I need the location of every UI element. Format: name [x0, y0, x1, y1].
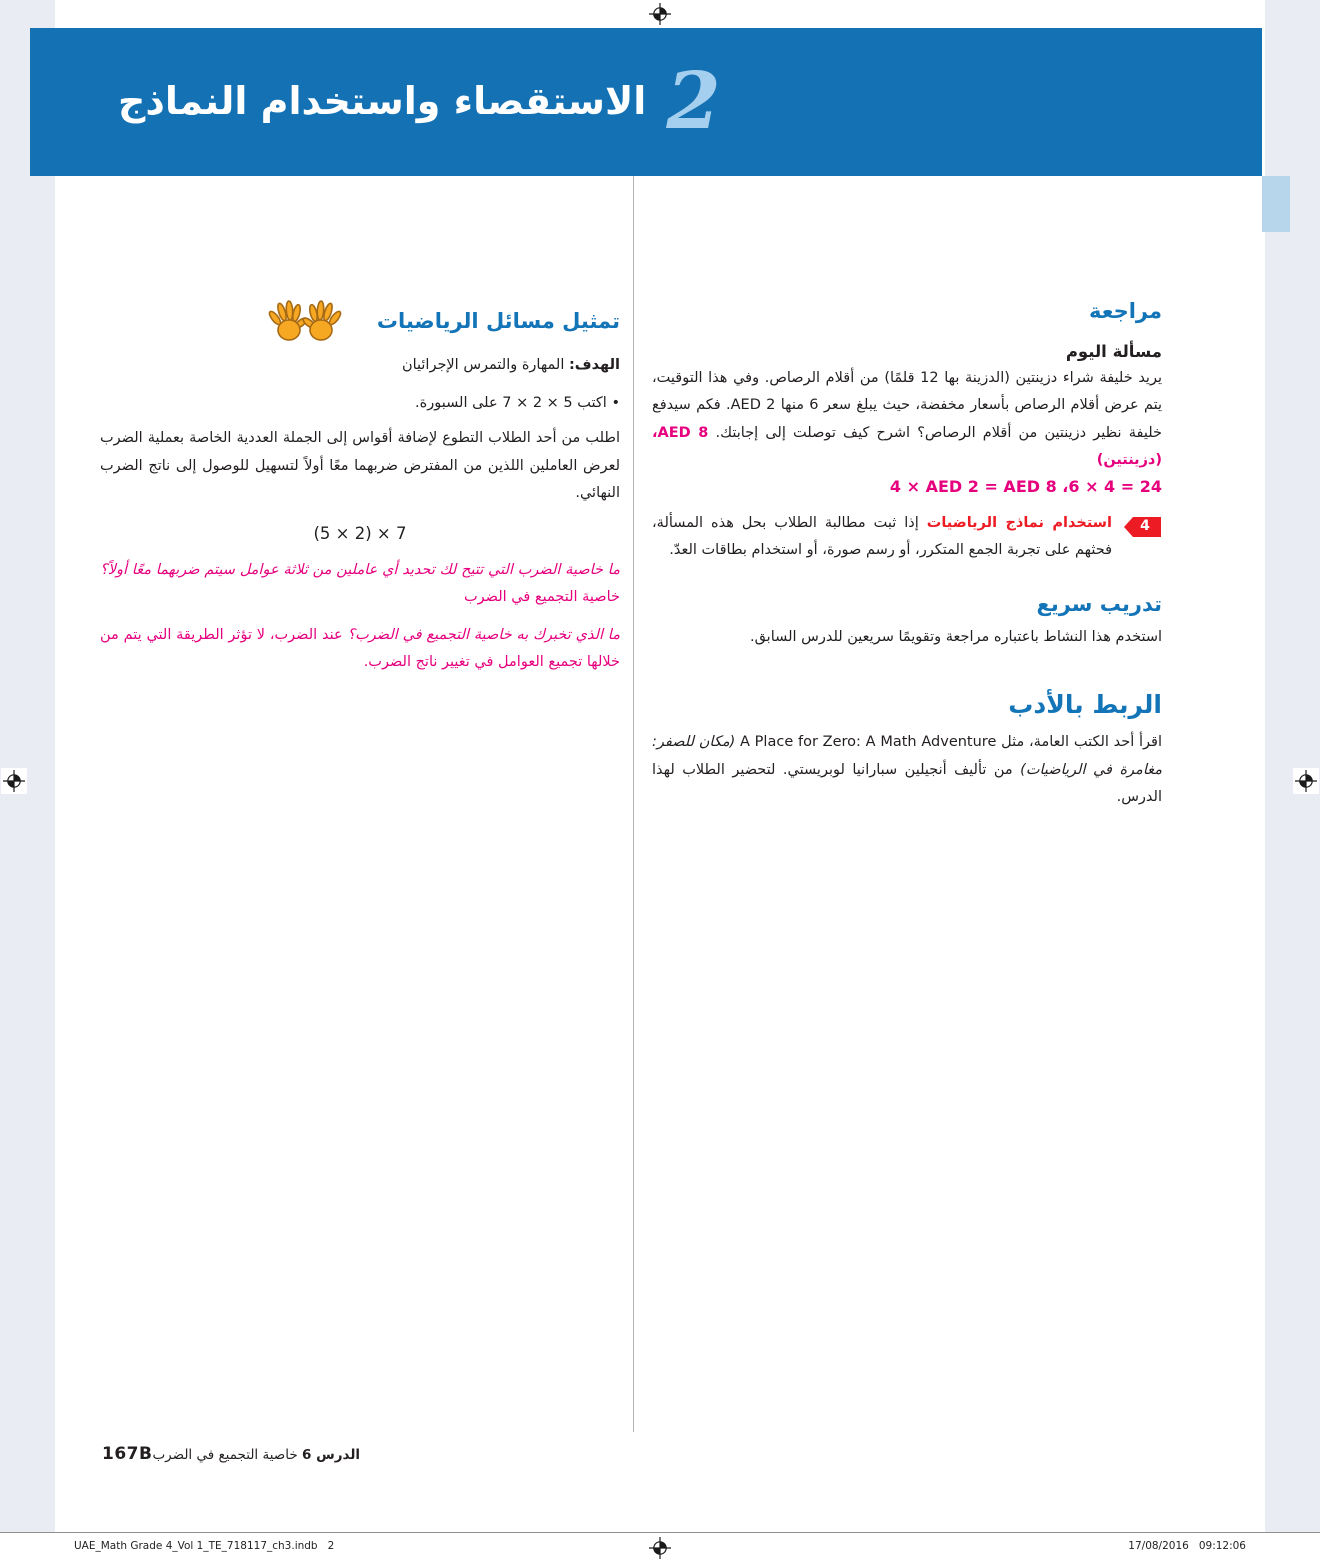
question-1-text: ما خاصية الضرب التي تتيح لك تحديد أي عاملين من ثلاثة عوامل سيتم ضربهما معًا أولاً؟	[100, 561, 620, 578]
print-timestamp: 17/08/2016 09:12:06	[1128, 1540, 1246, 1552]
objective-line	[100, 352, 620, 380]
question-1	[100, 557, 620, 612]
review-column	[652, 296, 1162, 812]
modeling-heading-row	[100, 296, 620, 348]
page-number: 167B	[102, 1444, 153, 1464]
practice-label: استخدام نماذج الرياضيات	[926, 514, 1112, 531]
literature-text	[652, 729, 1162, 812]
chapter-header	[30, 28, 1262, 176]
registration-mark-icon	[1293, 768, 1319, 794]
lesson-label: الدرس 6	[302, 1447, 361, 1463]
modeling-column	[100, 296, 620, 677]
question-1-answer: خاصية التجميع في الضرب	[463, 589, 620, 606]
modeling-heading: تمثيل مسائل الرياضيات	[376, 309, 620, 334]
objective-text: المهارة والتمرس الإجرائيان	[401, 357, 565, 373]
column-divider	[633, 176, 634, 1432]
modeling-paragraph: اطلب من أحد الطلاب التطوع لإضافة أقواس إلى الجملة العددية الخاصة بعملية الضرب لعرض العاملين اللذين من المفترض ضربهما معًا أولاً لتسهيل للوصول إلى ناتج الضرب النهائي.	[100, 430, 620, 502]
chapter-number: 2	[666, 56, 721, 147]
lesson-title: خاصية التجميع في الضرب	[152, 1447, 298, 1463]
objective-label: الهدف:	[568, 357, 620, 373]
problem-answer: AED 8، (دزينتين)	[652, 424, 1162, 469]
problem-text: يريد خليفة شراء دزينتين (الدزينة بها 12 قلمًا) من أقلام الرصاص. وفي هذا التوقيت، يتم عرض أقلام الرصاص بأسعار مخفضة، حيث يبلغ سعر 6 منها AED 2. فكم سيدفع خليفة نظير دزينتين من أقلام الرصاص؟ اشرح كيف توصلت إلى إجابتك.	[652, 369, 1163, 441]
lesson-reference	[152, 1447, 360, 1463]
chapter-title: الاستقصاء واستخدام النماذج	[118, 79, 647, 124]
practice-arrow-icon	[1122, 515, 1162, 539]
problem-equation: 4 × AED 2 = AED 8 ،6 × 4 = 24	[889, 476, 1162, 496]
question-2-text: ما الذي تخبرك به خاصية التجميع في الضرب؟	[347, 626, 620, 643]
question-2	[100, 622, 620, 677]
bullet-expression: 7 × 2 × 5	[502, 394, 573, 411]
practice-text: إذا ثبت مطالبة الطلاب بحل هذه المسألة، فحثهم على تجربة الجمع المتكرر، أو رسم صورة، أو استخدام بطاقات العدّ.	[652, 514, 1112, 559]
bullet-before: اكتب	[577, 394, 607, 411]
review-heading: مراجعة	[1089, 299, 1162, 323]
print-file-info: UAE_Math Grade 4_Vol 1_TE_718117_ch3.indb 2	[74, 1540, 335, 1552]
question-2-answer: عند الضرب، لا تؤثر الطريقة التي يتم من خلالها تجميع العوامل في تغيير ناتج الضرب.	[100, 626, 620, 671]
left-margin-strip	[0, 0, 55, 1532]
print-info-strip	[0, 1532, 1320, 1560]
board-instruction	[100, 390, 620, 418]
bullet-after: على السبورة.	[415, 394, 498, 411]
math-practice-note	[652, 510, 1162, 565]
hands-icon	[263, 296, 347, 348]
book-title-arabic: (مكان للصفر: مغامرة في الرياضيات)	[652, 734, 1162, 778]
registration-mark-icon	[1, 768, 27, 794]
problem-of-day-heading: مسألة اليوم	[1065, 341, 1162, 361]
book-title: A Place for Zero: A Math Adventure	[740, 734, 997, 751]
page-footer	[102, 1444, 388, 1464]
practice-number: 4	[1140, 518, 1150, 535]
problem-of-day-text	[652, 365, 1162, 475]
registration-mark-icon	[647, 1, 673, 27]
grouped-equation: (5 × 2) × 7	[313, 523, 407, 543]
quick-drill-text: استخدم هذا النشاط باعتباره مراجعة وتقويمًا سريعين للدرس السابق.	[749, 629, 1162, 646]
literature-heading: الربط بالأدب	[1008, 689, 1162, 719]
chapter-edge-tab	[1262, 176, 1290, 232]
literature-tail: من تأليف أنجيلين سبارانيا لوبريستي. لتحضير الطلاب لهذا الدرس.	[652, 761, 1162, 806]
literature-lead: اقرأ أحد الكتب العامة، مثل	[1001, 734, 1162, 751]
quick-drill-heading: تدريب سريع	[1036, 591, 1162, 616]
bullet-marker: •	[611, 394, 620, 411]
